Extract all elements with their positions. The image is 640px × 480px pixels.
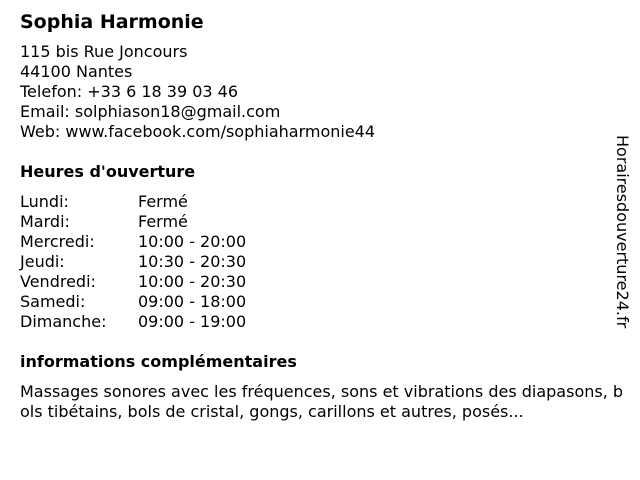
info-description: Massages sonores avec les fréquences, sons et vibrations des diapasons, bols tibétains, bols de cristal, gongs, carillons et autres, posés... [20, 382, 624, 421]
hours-day: Samedi: [20, 292, 86, 311]
hours-table [20, 192, 246, 332]
hours-time: 09:00 - 19:00 [138, 312, 247, 331]
business-name: Sophia Harmonie [20, 11, 204, 33]
info-heading: informations complémentaires [20, 352, 297, 371]
address-street: 115 bis Rue Joncours [20, 42, 188, 61]
hours-row [20, 232, 246, 252]
site-watermark: Horairesdouverture24.fr [613, 135, 632, 329]
hours-day: Lundi: [20, 192, 69, 211]
hours-day: Vendredi: [20, 272, 96, 291]
hours-day: Jeudi: [20, 252, 65, 271]
hours-day: Mardi: [20, 212, 70, 231]
hours-row [20, 252, 246, 272]
web-line: Web: www.facebook.com/sophiaharmonie44 [20, 122, 376, 141]
hours-row [20, 272, 246, 292]
hours-time: 10:00 - 20:00 [138, 232, 247, 251]
hours-day: Mercredi: [20, 232, 95, 251]
hours-time: Fermé [138, 192, 188, 211]
hours-day: Dimanche: [20, 312, 107, 331]
address-city: 44100 Nantes [20, 62, 133, 81]
hours-time: 09:00 - 18:00 [138, 292, 247, 311]
hours-row [20, 292, 246, 312]
hours-time: 10:30 - 20:30 [138, 252, 247, 271]
phone-line: Telefon: +33 6 18 39 03 46 [20, 82, 239, 101]
hours-row [20, 312, 246, 332]
email-line: Email: solphiason18@gmail.com [20, 102, 281, 121]
hours-heading: Heures d'ouverture [20, 162, 196, 181]
hours-row [20, 212, 246, 232]
hours-time: 10:00 - 20:30 [138, 272, 247, 291]
hours-time: Fermé [138, 212, 188, 231]
hours-row [20, 192, 246, 212]
